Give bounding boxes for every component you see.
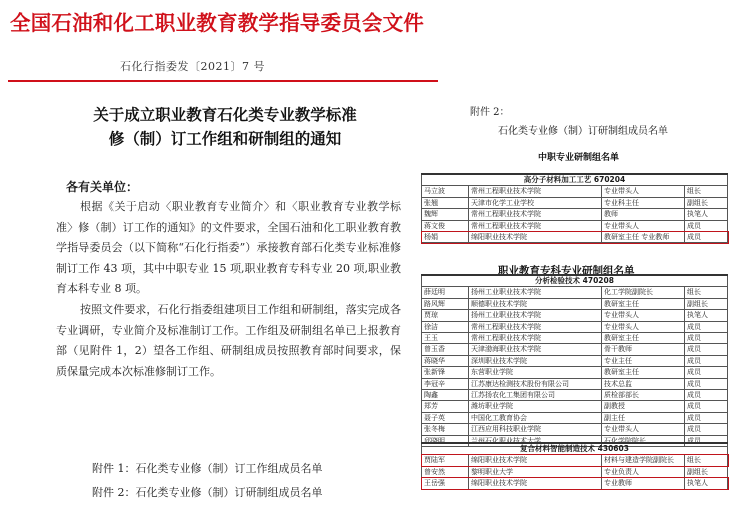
member-role-cell: 成员 (685, 390, 728, 401)
red-rule-divider (8, 80, 438, 82)
member-role-cell: 执笔人 (685, 478, 728, 489)
member-title-cell: 技术总监 (602, 378, 685, 389)
table-row (422, 197, 728, 208)
member-role-cell: 副组长 (685, 298, 728, 309)
document-banner: 全国石油和化工职业教育教学指导委员会文件 (10, 11, 424, 35)
member-title-cell: 专业负责人 (602, 466, 685, 477)
member-table-polymer (421, 173, 728, 243)
member-role-cell: 成员 (685, 367, 728, 378)
document-number: 石化行指委发〔2021〕7 号 (120, 60, 265, 73)
member-title-cell: 专业教师 (602, 478, 685, 489)
table-row (422, 186, 728, 197)
member-role-cell: 成员 (685, 344, 728, 355)
table-caption: 复合材料智能制造技术 430603 (422, 443, 728, 455)
member-name-cell: 郑芳 (422, 401, 469, 412)
member-title-cell: 专业带头人 (602, 220, 685, 231)
member-org-cell: 江苏扬农化工集团有限公司 (469, 390, 602, 401)
member-org-cell: 天津渤海职业技术学院 (469, 344, 602, 355)
table-row (422, 232, 728, 243)
member-role-cell: 副组长 (685, 466, 728, 477)
member-title-cell: 教研室主任 (602, 298, 685, 309)
member-title-cell: 教研室主任 (602, 333, 685, 344)
table-caption-row (422, 174, 728, 186)
member-title-cell: 教研室主任 专业教师 (602, 232, 685, 243)
notice-title-line-1: 关于成立职业教育石化类专业教学标准 (93, 105, 357, 124)
table-row (422, 310, 728, 321)
member-role-cell: 成员 (685, 435, 728, 446)
member-org-cell: 江西应用科技职业学院 (469, 424, 602, 435)
member-role-cell: 成员 (685, 424, 728, 435)
table-row (422, 209, 728, 220)
body-paragraph-1: 根据《关于启动〈职业教育专业简介〉和〈职业教育专业教学标准〉修（制）订工作的通知》的文件要求，全国石油和化工职业教育教学指导委员会（以下简称“石化行指委”）承接教育部石化类专业标准修制订工作 43 项，其中中职专业 15 项,职业教育专科专业 20 项,职业教育本科专业 8 项。 (56, 200, 401, 296)
member-role-cell: 成员 (685, 378, 728, 389)
member-org-cell: 绵阳职业技术学院 (469, 455, 602, 466)
member-role-cell: 组长 (685, 186, 728, 197)
member-name-cell: 徐洁 (422, 321, 469, 332)
table-caption-row (422, 275, 728, 287)
table-row (422, 287, 728, 298)
member-role-cell: 成员 (685, 355, 728, 366)
member-table-analysis (421, 274, 728, 447)
member-name-cell: 王岳强 (422, 478, 469, 489)
member-title-cell: 专业带头人 (602, 186, 685, 197)
member-name-cell: 贾琼 (422, 310, 469, 321)
table-caption: 分析检验技术 470208 (422, 275, 728, 287)
member-name-cell: 曾玉香 (422, 344, 469, 355)
member-name-cell: 魏辉 (422, 209, 469, 220)
member-name-cell: 张翘 (422, 197, 469, 208)
table-caption: 高分子材料加工工艺 670204 (422, 174, 728, 186)
member-org-cell: 常州工程职业技术学院 (469, 333, 602, 344)
notice-title (50, 103, 400, 151)
member-name-cell: 王玉 (422, 333, 469, 344)
member-org-cell: 顺德职业技术学院 (469, 298, 602, 309)
member-title-cell: 化工学院副院长 (602, 287, 685, 298)
member-name-cell: 蒋晓华 (422, 355, 469, 366)
member-org-cell: 常州工程职业技术学院 (469, 186, 602, 197)
member-role-cell: 副组长 (685, 197, 728, 208)
member-name-cell: 马立波 (422, 186, 469, 197)
member-name-cell: 张新锋 (422, 367, 469, 378)
member-org-cell: 中国化工教育协会 (469, 412, 602, 423)
member-org-cell: 常州工程职业技术学院 (469, 321, 602, 332)
member-role-cell: 执笔人 (685, 310, 728, 321)
member-title-cell: 石化学院院长 (602, 435, 685, 446)
table-row (422, 401, 728, 412)
member-name-cell: 聂子英 (422, 412, 469, 423)
appendix-subtitle: 中职专业研制组名单 (538, 153, 620, 163)
member-name-cell: 曾安然 (422, 466, 469, 477)
member-title-cell: 专业带头人 (602, 424, 685, 435)
member-org-cell: 东营职业学院 (469, 367, 602, 378)
member-title-cell: 专业主任 (602, 355, 685, 366)
member-org-cell: 黎明职业大学 (469, 466, 602, 477)
member-title-cell: 专业科主任 (602, 197, 685, 208)
member-title-cell: 教研室主任 (602, 367, 685, 378)
member-org-cell: 扬州工业职业技术学院 (469, 310, 602, 321)
table-row (422, 367, 728, 378)
table-row (422, 378, 728, 389)
member-role-cell: 组长 (685, 455, 728, 466)
member-table-composite (421, 442, 728, 490)
table-row (422, 298, 728, 309)
member-name-cell: 贾陆军 (422, 455, 469, 466)
member-org-cell: 扬州工业职业技术学院 (469, 287, 602, 298)
member-role-cell: 成员 (685, 232, 728, 243)
member-name-cell: 薛廷明 (422, 287, 469, 298)
member-role-cell: 成员 (685, 321, 728, 332)
table-row (422, 333, 728, 344)
section-title: 职业教育专科专业研制组名单 (498, 265, 635, 277)
notice-title-line-2: 修（制）订工作组和研制组的通知 (108, 129, 342, 148)
member-org-cell: 常州工程职业技术学院 (469, 220, 602, 231)
member-role-cell: 成员 (685, 220, 728, 231)
member-name-cell: 邱晓明 (422, 435, 469, 446)
member-role-cell: 成员 (685, 401, 728, 412)
member-title-cell: 质检部部长 (602, 390, 685, 401)
member-title-cell: 骨干教师 (602, 344, 685, 355)
member-org-cell: 绵阳职业技术学院 (469, 478, 602, 489)
table-row (422, 478, 728, 489)
member-role-cell: 成员 (685, 412, 728, 423)
member-org-cell: 深圳职业技术学院 (469, 355, 602, 366)
member-role-cell: 执笔人 (685, 209, 728, 220)
table-row (422, 355, 728, 366)
attachment-2: 附件 2：石化类专业修（制）订研制组成员名单 (92, 486, 323, 499)
body-paragraph-2: 按照文件要求，石化行指委组建项目工作组和研制组，落实完成各专业调研，专业简介及标准制订工作。工作组及研制组名单已上报教育部（见附件 1，2）望各工作组、研制组成员按照教育部时间要求，保质保量完成本次标准修制订工作。 (56, 302, 401, 378)
table-row (422, 466, 728, 477)
member-name-cell: 张冬梅 (422, 424, 469, 435)
table-row (422, 220, 728, 231)
member-title-cell: 副教授 (602, 401, 685, 412)
table-row (422, 344, 728, 355)
member-name-cell: 杨娟 (422, 232, 469, 243)
member-org-cell: 潍坊职业学院 (469, 401, 602, 412)
member-title-cell: 专业带头人 (602, 310, 685, 321)
member-name-cell: 路风辉 (422, 298, 469, 309)
salutation: 各有关单位： (66, 180, 139, 194)
attachment-1: 附件 1：石化类专业修（制）订工作组成员名单 (92, 462, 323, 475)
member-org-cell: 绵阳职业技术学院 (469, 232, 602, 243)
member-org-cell: 兰州石化职业技术大学 (469, 435, 602, 446)
member-role-cell: 成员 (685, 333, 728, 344)
member-org-cell: 天津市化学工业学校 (469, 197, 602, 208)
member-title-cell: 专业带头人 (602, 321, 685, 332)
member-name-cell: 李冠辛 (422, 378, 469, 389)
table-row (422, 390, 728, 401)
member-name-cell: 蒋文俊 (422, 220, 469, 231)
notice-body (56, 197, 401, 382)
member-org-cell: 常州工程职业技术学院 (469, 209, 602, 220)
appendix-title: 石化类专业修（制）订研制组成员名单 (498, 126, 668, 137)
table-row (422, 412, 728, 423)
table-caption-row (422, 443, 728, 455)
table-row (422, 455, 728, 466)
member-role-cell: 组长 (685, 287, 728, 298)
member-title-cell: 材料与建造学院副院长 (602, 455, 685, 466)
appendix-label: 附件 2： (470, 107, 510, 118)
member-org-cell: 江苏康达检测技术股份有限公司 (469, 378, 602, 389)
table-row (422, 424, 728, 435)
table-row (422, 321, 728, 332)
member-title-cell: 教师 (602, 209, 685, 220)
member-name-cell: 陶鑫 (422, 390, 469, 401)
member-title-cell: 副主任 (602, 412, 685, 423)
